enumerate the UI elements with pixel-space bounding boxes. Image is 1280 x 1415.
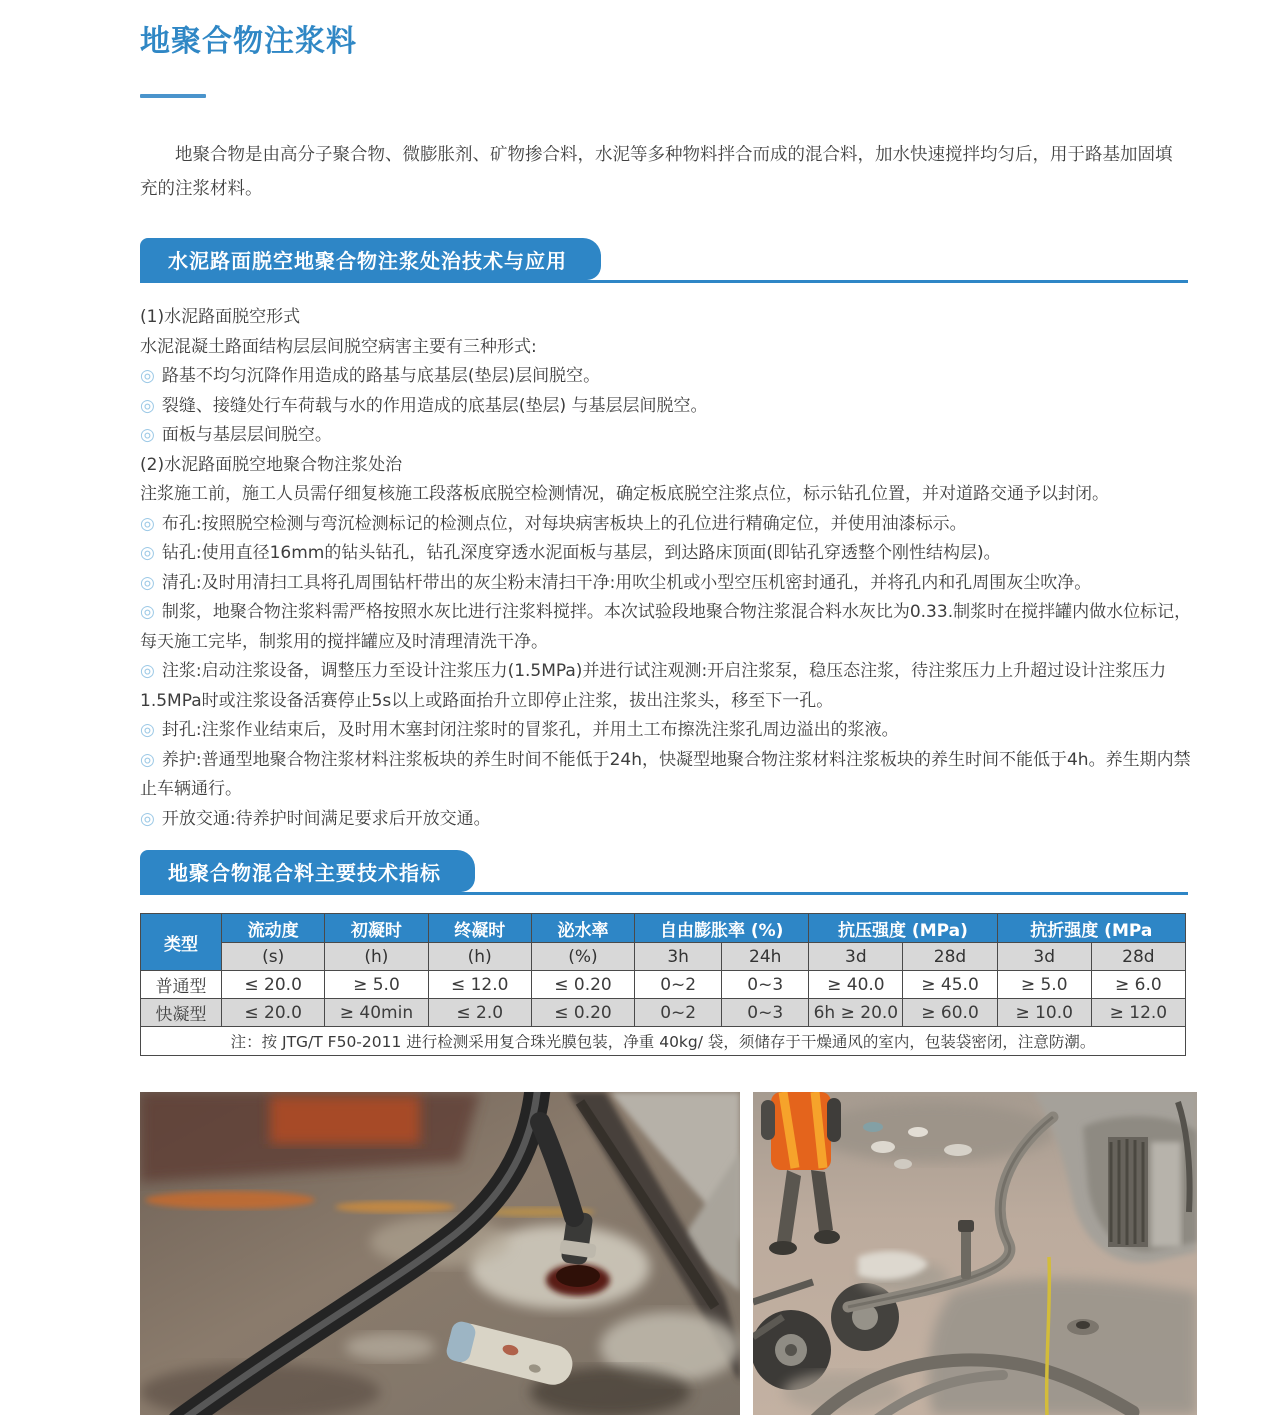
cell: 0~3: [722, 999, 809, 1027]
ring-bullet-icon: ◎: [140, 513, 155, 534]
column-header: 自由膨胀率 (%): [635, 914, 809, 943]
ring-bullet-icon: ◎: [140, 572, 155, 593]
column-header: 初凝时: [325, 914, 428, 943]
bullet-paragraph: ◎ 面板与基层层间脱空。: [140, 425, 332, 445]
ring-bullet-icon: ◎: [140, 661, 155, 681]
column-header: 终凝时: [428, 914, 531, 943]
intro-paragraph: 地聚合物是由高分子聚合物、微膨胀剂、矿物掺合料，水泥等多种物料拌合而成的混合料，加水快速搅拌均匀后，用于路基加固填充的注浆材料。: [140, 145, 1173, 199]
unit-header: 3h: [635, 943, 722, 971]
unit-header: 28d: [903, 943, 997, 971]
bullet-paragraph: ◎ 清孔:及时用清扫工具将孔周围钻杆带出的灰尘粉末清扫干净:用吹尘机或小型空压机密封通孔，并将孔内和孔周围灰尘吹净。: [140, 572, 1092, 593]
spec-table: [140, 913, 1186, 1056]
section1-body: [140, 303, 1192, 834]
ring-bullet-icon: ◎: [140, 366, 155, 386]
ring-bullet-icon: ◎: [140, 425, 155, 445]
section2-banner: 地聚合物混合料主要技术指标: [140, 850, 475, 892]
section1-banner: 水泥路面脱空地聚合物注浆处治技术与应用: [140, 238, 601, 280]
unit-header: (h): [325, 943, 428, 971]
cell: ≥ 5.0: [997, 971, 1091, 999]
ring-bullet-icon: ◎: [140, 808, 155, 829]
section2-banner-row: [140, 850, 1188, 895]
cell: ≤ 20.0: [222, 971, 325, 999]
photo-worksite: [753, 1092, 1197, 1415]
photo-strip: [140, 1092, 1200, 1415]
title-underline-dash: [140, 94, 206, 98]
cell: ≤ 20.0: [222, 999, 325, 1027]
cell: ≤ 12.0: [428, 971, 531, 999]
page-title: 地聚合物注浆料: [140, 24, 357, 59]
unit-header: (s): [222, 943, 325, 971]
cell: ≤ 0.20: [531, 999, 634, 1027]
section1-banner-row: [140, 238, 1188, 283]
ring-bullet-icon: ◎: [140, 720, 155, 740]
bullet-paragraph: ◎ 钻孔:使用直径16mm的钻头钻孔，钻孔深度穿透水泥面板与基层，到达路床顶面(即钻孔穿透整个刚性结构层)。: [140, 543, 1001, 563]
paragraph: (2)水泥路面脱空地聚合物注浆处治: [140, 454, 403, 475]
cell: ≥ 45.0: [903, 971, 997, 999]
cell: 0~2: [635, 971, 722, 999]
cell: ≤ 2.0: [428, 999, 531, 1027]
column-header: 流动度: [222, 914, 325, 943]
photo-grouting-hole: [140, 1092, 740, 1415]
ring-bullet-icon: ◎: [140, 395, 155, 416]
bullet-paragraph: ◎ 裂缝、接缝处行车荷载与水的作用造成的底基层(垫层) 与基层层间脱空。: [140, 395, 708, 416]
unit-header: 28d: [1091, 943, 1185, 971]
cell: ≥ 40.0: [809, 971, 903, 999]
paragraph: (1)水泥路面脱空形式: [140, 307, 301, 327]
unit-header: (h): [428, 943, 531, 971]
unit-header: (%): [531, 943, 634, 971]
cell: ≥ 60.0: [903, 999, 997, 1027]
bullet-paragraph: ◎ 制浆，地聚合物注浆料需严格按照水灰比进行注浆料搅拌。本次试验段地聚合物注浆混合料水灰比为0.33.制浆时在搅拌罐内做水位标记，每天施工完毕，制浆用的搅拌罐应及时清理清洗干净。: [140, 602, 1192, 652]
cell: ≥ 5.0: [325, 971, 428, 999]
bullet-paragraph: ◎ 养护:普通型地聚合物注浆材料注浆板块的养生时间不能低于24h，快凝型地聚合物注浆材料注浆板块的养生时间不能低于4h。养生期内禁止车辆通行。: [140, 749, 1191, 799]
bullet-paragraph: ◎ 开放交通:待养护时间满足要求后开放交通。: [140, 808, 491, 829]
bullet-paragraph: ◎ 布孔:按照脱空检测与弯沉检测标记的检测点位，对每块病害板块上的孔位进行精确定位，并使用油漆标示。: [140, 513, 967, 534]
cell: ≥ 6.0: [1091, 971, 1185, 999]
cell: 0~2: [635, 999, 722, 1027]
column-header: 抗压强度 (MPa): [809, 914, 997, 943]
row-label: 快凝型: [141, 999, 222, 1027]
column-header: 泌水率: [531, 914, 634, 943]
column-header: 抗折强度 (MPa: [997, 914, 1185, 943]
table-note: 注：按 JTG/T F50-2011 进行检测采用复合珠光膜包装，净重 40kg/ 袋，须储存于干燥通风的室内，包装袋密闭，注意防潮。: [141, 1027, 1186, 1056]
bullet-paragraph: ◎ 注浆:启动注浆设备，调整压力至设计注浆压力(1.5MPa)并进行试注观测:开启注浆泵，稳压态注浆，待注浆压力上升超过设计注浆压力1.5MPa时或注浆设备活赛停止5s以上或路面抬升立即停止注浆，拔出注浆头，移至下一孔。: [140, 661, 1167, 711]
cell: 6h ≥ 20.0: [809, 999, 903, 1027]
paragraph: 注浆施工前，施工人员需仔细复核施工段落板底脱空检测情况，确定板底脱空注浆点位，标示钻孔位置，并对道路交通予以封闭。: [140, 484, 1109, 504]
unit-header: 3d: [809, 943, 903, 971]
unit-header: 3d: [997, 943, 1091, 971]
ring-bullet-icon: ◎: [140, 543, 155, 563]
cell: ≥ 40min: [325, 999, 428, 1027]
table-corner-header: 类型: [141, 914, 222, 971]
cell: 0~3: [722, 971, 809, 999]
paragraph: 水泥混凝土路面结构层层间脱空病害主要有三种形式:: [140, 336, 537, 357]
bullet-paragraph: ◎ 封孔:注浆作业结束后，及时用木塞封闭注浆时的冒浆孔，并用土工布擦洗注浆孔周边溢出的浆液。: [140, 720, 899, 740]
table-row: [141, 999, 1186, 1027]
cell: ≥ 12.0: [1091, 999, 1185, 1027]
ring-bullet-icon: ◎: [140, 749, 155, 770]
row-label: 普通型: [141, 971, 222, 999]
unit-header: 24h: [722, 943, 809, 971]
table-row: [141, 971, 1186, 999]
bullet-paragraph: ◎ 路基不均匀沉降作用造成的路基与底基层(垫层)层间脱空。: [140, 366, 601, 386]
cell: ≤ 0.20: [531, 971, 634, 999]
ring-bullet-icon: ◎: [140, 602, 155, 622]
cell: ≥ 10.0: [997, 999, 1091, 1027]
